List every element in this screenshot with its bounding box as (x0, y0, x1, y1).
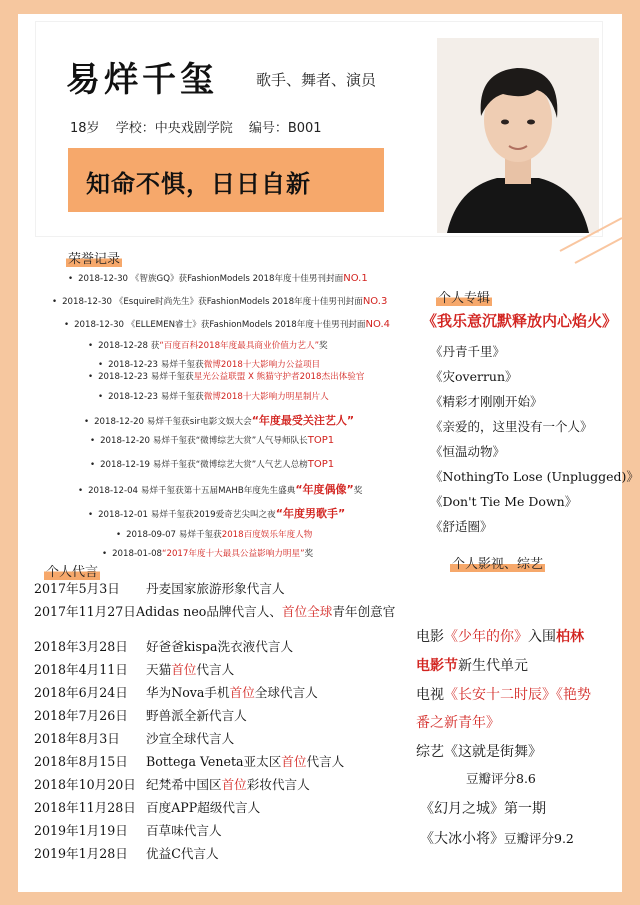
endorsement-item: 2018年8月15日 Bottega Veneta亚太区首位代言人 (34, 754, 345, 769)
film-line: 电影《少年的你》入围柏林 (416, 629, 584, 645)
film-line: 电影节新生代单元 (416, 658, 528, 674)
honor-item: • 2018-12-23 易烊千玺获微博2018十大影响力明星制片人 (98, 390, 329, 402)
honors-title: 荣誉记录 (68, 252, 121, 267)
endorsement-item: 2018年10月20日 纪梵希中国区首位彩妆代言人 (34, 777, 310, 792)
person-school: 学校：中央戏剧学院 (115, 121, 233, 136)
person-age: 18岁 (70, 121, 100, 136)
film-line: 《大冰小将》豆瓣评分9.2 (420, 831, 574, 847)
song-item: 《恒温动物》 (430, 444, 506, 459)
person-name: 易烊千玺 (66, 60, 218, 100)
album-name: 《我乐意沉默释放内心焰火》 (422, 312, 618, 330)
honor-item: • 2018-01-08“2017年度十大最具公益影响力明星”奖 (102, 547, 313, 559)
song-item: 《NothingTo Lose (Unplugged)》 (430, 469, 639, 484)
honor-item: • 2018-12-01 易烊千玺获2019爱奇艺尖叫之夜“年度男歌手” (88, 505, 345, 521)
portrait-photo (437, 38, 599, 233)
honor-item: • 2018-12-04 易烊千玺获第十五届MAHB年度先生盛典“年度偶像”奖 (78, 481, 362, 497)
portrait-illustration (437, 38, 599, 233)
endorsements-title: 个人代言 (46, 565, 99, 580)
honor-item: • 2018-12-19 易烊千玺获“微博综艺大赏”人气艺人总榜TOP1 (90, 458, 334, 470)
film-line: 电视《长安十二时辰》《艳势 (416, 687, 591, 703)
person-number: 编号：B001 (248, 121, 322, 136)
honor-item: • 2018-12-30 《ELLEMEN睿士》获FashionModels 2018年度十佳男刊封面NO.4 (64, 318, 390, 330)
song-item: 《舒适圈》 (430, 519, 493, 534)
honor-item: • 2018-12-28 获“百度百科2018年度最具商业价值力艺人”奖 (88, 339, 328, 351)
honor-item: • 2018-12-20 易烊千玺获sir电影文娱大会“年度最受关注艺人” (84, 412, 354, 428)
endorsement-item: 2018年11月28日 百度APP超级代言人 (34, 800, 261, 815)
person-info (70, 117, 334, 136)
film-line: 番之新青年》 (416, 715, 500, 731)
endorsement-item: 2017年5月3日 丹麦国家旅游形象代言人 (34, 581, 285, 596)
endorsement-item: 2018年3月28日 好爸爸kispa洗衣液代言人 (34, 639, 294, 654)
honor-item: • 2018-12-23 易烊千玺获微博2018十大影响力公益项目 (98, 358, 320, 370)
song-item: 《精彩才刚刚开始》 (430, 394, 543, 409)
honor-item: • 2018-12-30 《Esquire时尚先生》获FashionModels 2018年度十佳男刊封面NO.3 (52, 295, 387, 307)
film-rating: 豆瓣评分8.6 (466, 771, 536, 786)
honor-item: • 2018-12-30 《智族GQ》获FashionModels 2018年度十佳男刊封面NO.1 (68, 272, 368, 284)
endorsement-item: 2019年1月19日 百草味代言人 (34, 823, 222, 838)
film-line: 《幻月之城》第一期 (420, 801, 546, 817)
album-section-title: 个人专辑 (438, 291, 491, 306)
honor-item: • 2018-12-23 易烊千玺获星光公益联盟 X 熊猫守护者2018杰出体验官 (88, 370, 364, 382)
song-item: 《丹青千里》 (430, 344, 506, 359)
honor-item: • 2018-09-07 易烊千玺获2018百度娱乐年度人物 (116, 528, 312, 540)
person-roles: 歌手、舞者、演员 (256, 71, 377, 89)
motto: 知命不惧，日日自新 (86, 169, 311, 198)
endorsement-item: 2018年6月24日 华为Nova手机首位全球代言人 (34, 685, 318, 700)
song-item: 《灾overrun》 (430, 369, 518, 384)
endorsement-item: 2018年7月26日 野兽派全新代言人 (34, 708, 247, 723)
endorsement-item: 2018年4月11日 天猫首位代言人 (34, 662, 235, 677)
honor-item: • 2018-12-20 易烊千玺获“微博综艺大赏”人气导师队长TOP1 (90, 434, 334, 446)
films-section-title: 个人影视、综艺 (452, 557, 544, 572)
film-line: 综艺《这就是街舞》 (416, 744, 542, 760)
song-item: 《Don't Tie Me Down》 (430, 494, 578, 509)
endorsement-item: 2017年11月27日Adidas neo品牌代言人、首位全球青年创意官 (34, 604, 396, 619)
endorsement-item: 2019年1月28日 优益C代言人 (34, 846, 219, 861)
song-item: 《亲爱的，这里没有一个人》 (430, 419, 593, 434)
endorsement-item: 2018年8月3日 沙宣全球代言人 (34, 731, 235, 746)
